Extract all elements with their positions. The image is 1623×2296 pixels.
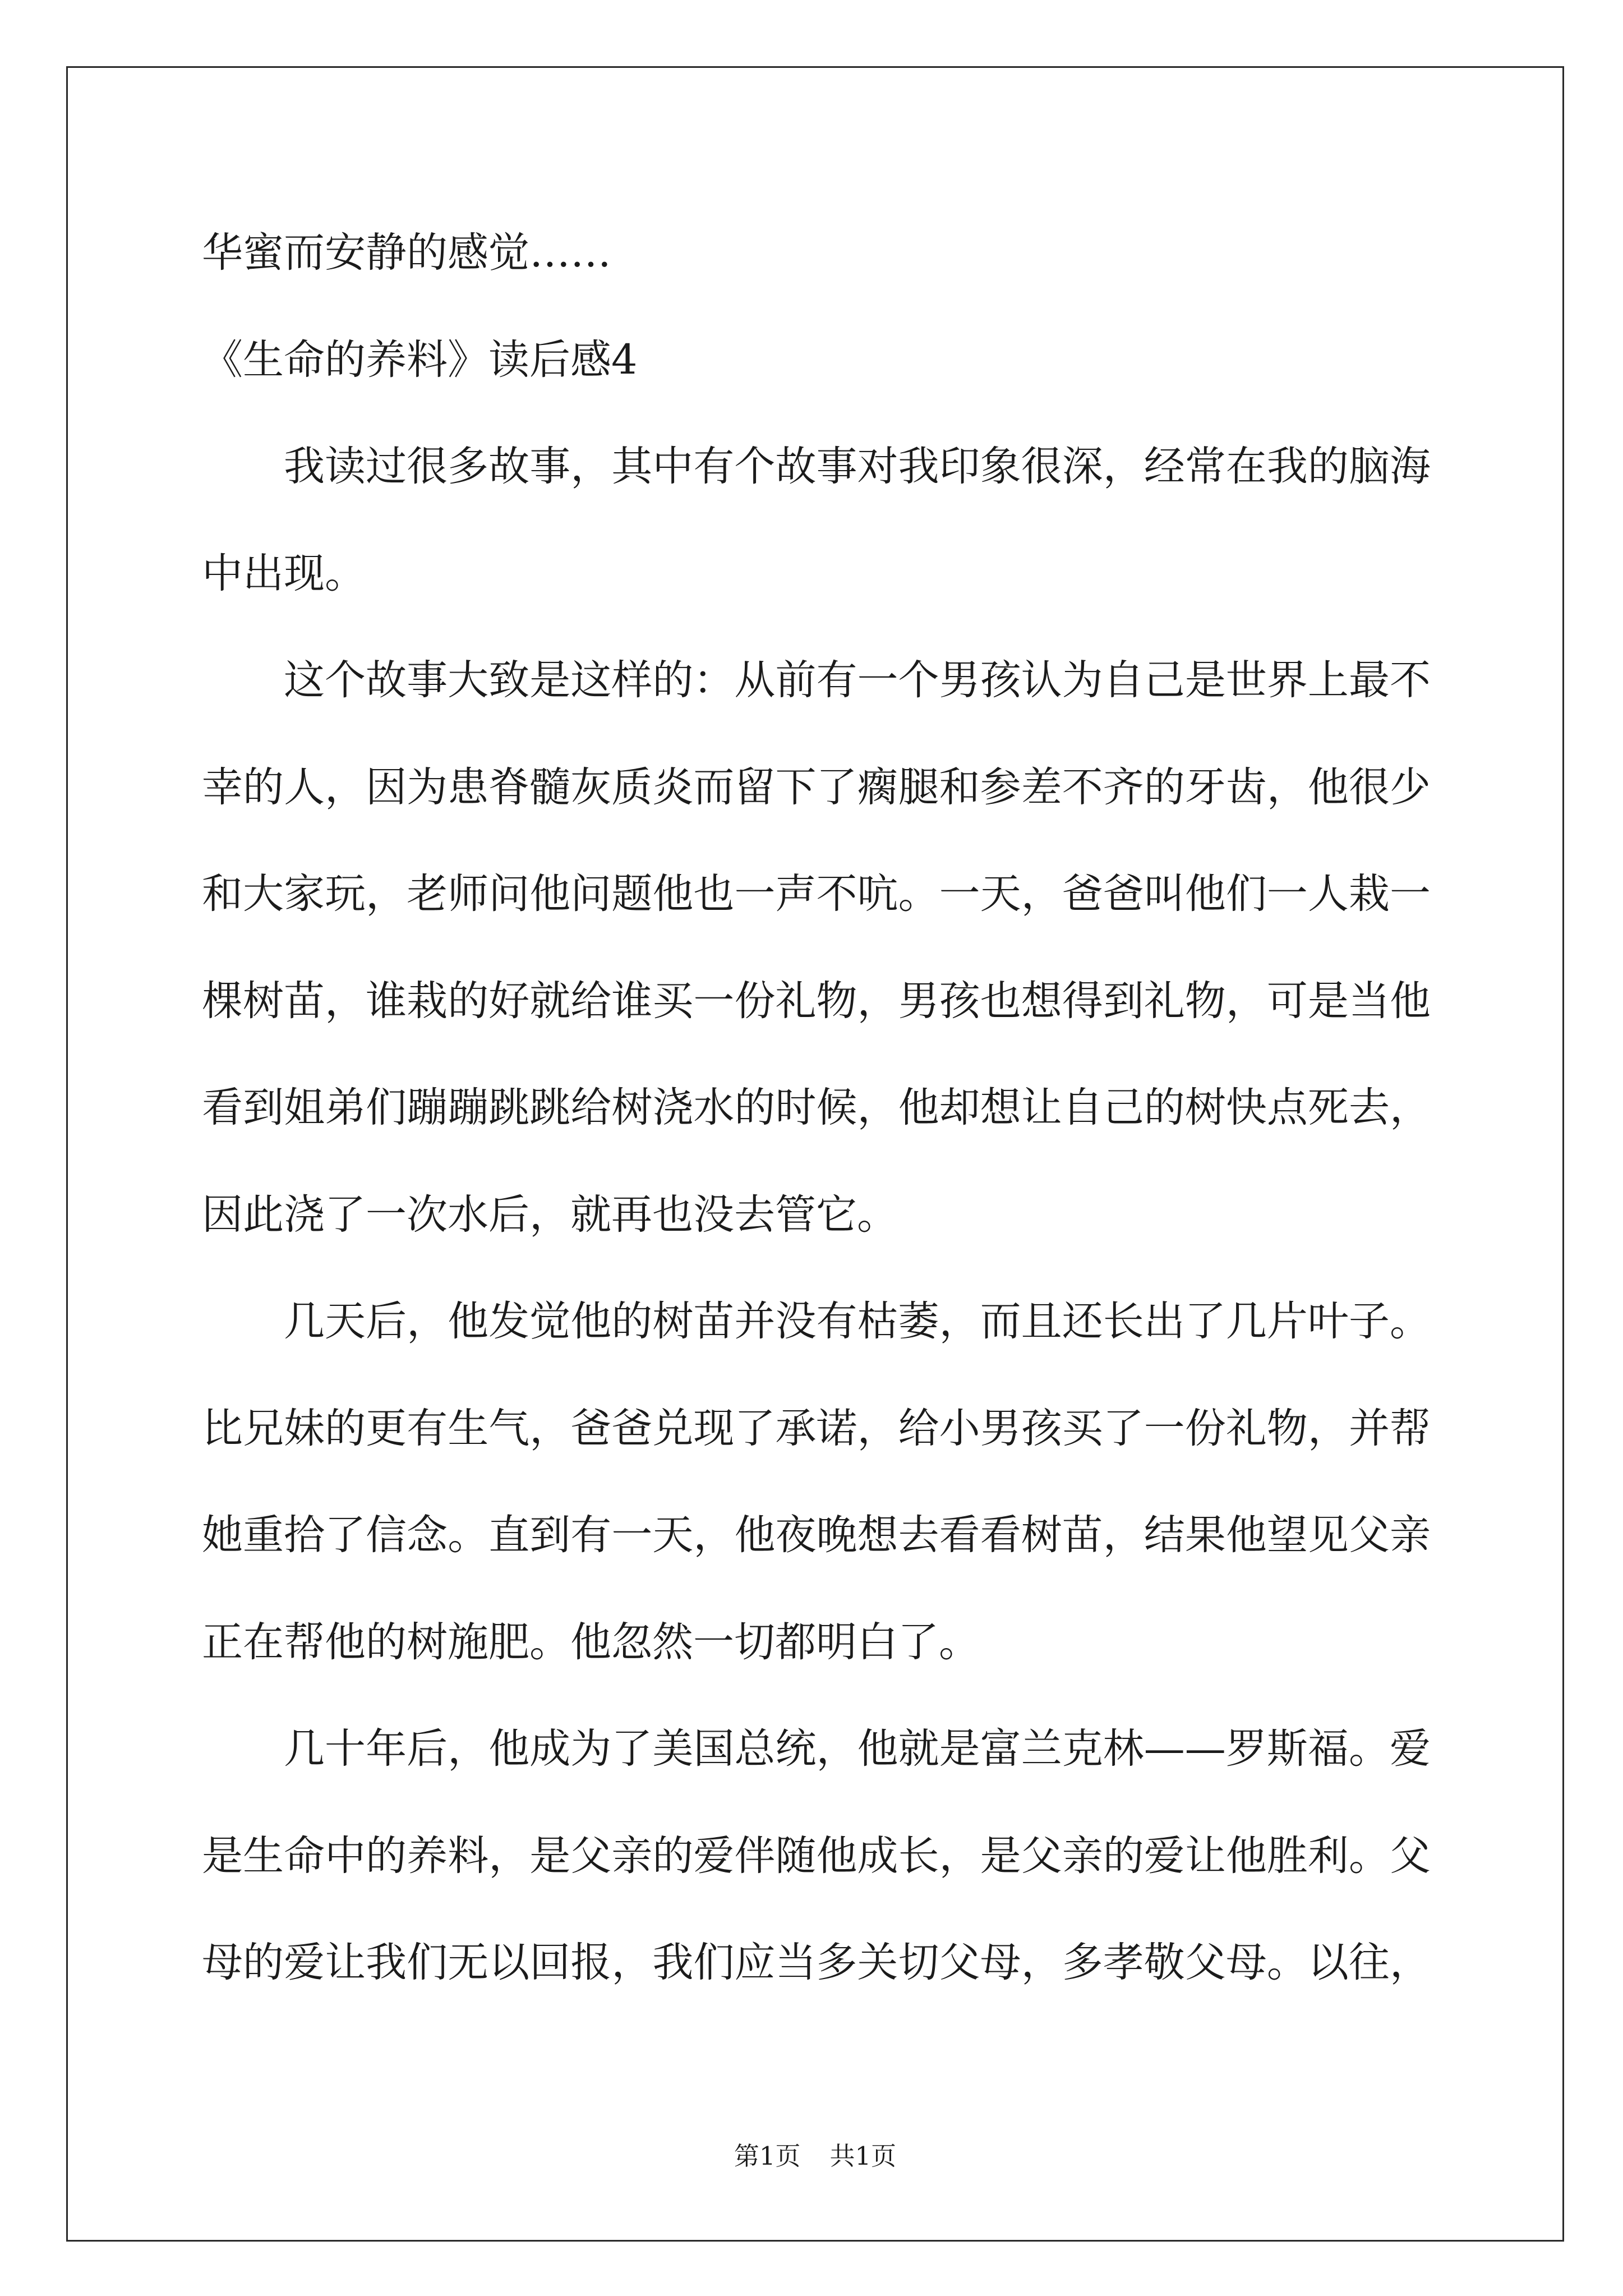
essay-heading: 《生命的养料》读后感4	[202, 335, 638, 384]
paragraph-2-line-4: 棵树苗，谁栽的好就给谁买一份礼物，男孩也想得到礼物，可是当他	[202, 977, 1431, 1025]
paragraph-2-line-2: 幸的人，因为患脊髓灰质炎而留下了瘸腿和参差不齐的牙齿，他很少	[202, 763, 1431, 811]
continuation-line: 华蜜而安静的感觉……	[202, 229, 611, 277]
document-body	[202, 200, 1431, 2017]
paragraph-2-line-3: 和大家玩，老师问他问题他也一声不吭。一天，爸爸叫他们一人栽一	[202, 870, 1431, 918]
paragraph-4-line-3: 母的爱让我们无以回报，我们应当多关切父母，多孝敬父母。以往，	[202, 1939, 1431, 1986]
paragraph-1-line-2: 中出现。	[202, 549, 366, 597]
paragraph-3-line-2: 比兄妹的更有生气，爸爸兑现了承诺，给小男孩买了一份礼物，并帮	[202, 1404, 1431, 1452]
page-number: 第1页	[734, 2141, 801, 2171]
paragraph-4-line-1: 几十年后，他成为了美国总统，他就是富兰克林——罗斯福。爱	[284, 1725, 1431, 1773]
paragraph-1-line-1: 我读过很多故事，其中有个故事对我印象很深，经常在我的脑海	[284, 443, 1431, 490]
page-total: 共1页	[829, 2141, 897, 2171]
paragraph-3-line-3: 她重拾了信念。直到有一天，他夜晚想去看看树苗，结果他望见父亲	[202, 1511, 1431, 1559]
paragraph-2-line-5: 看到姐弟们蹦蹦跳跳给树浇水的时候，他却想让自己的树快点死去，	[202, 1084, 1431, 1131]
paragraph-3-line-4: 正在帮他的树施肥。他忽然一切都明白了。	[202, 1618, 980, 1666]
paragraph-4	[202, 1696, 1431, 2017]
paragraph-3-line-1: 几天后，他发觉他的树苗并没有枯萎，而且还长出了几片叶子。	[284, 1297, 1431, 1345]
paragraph-4-line-2: 是生命中的养料，是父亲的爱伴随他成长，是父亲的爱让他胜利。父	[202, 1832, 1431, 1880]
paragraph-1	[202, 413, 1431, 627]
paragraph-2-line-1: 这个故事大致是这样的：从前有一个男孩认为自己是世界上最不	[284, 656, 1431, 704]
page-footer	[66, 2139, 1564, 2173]
paragraph-3	[202, 1268, 1431, 1696]
paragraph-2	[202, 627, 1431, 1268]
paragraph-2-line-6: 因此浇了一次水后，就再也没去管它。	[202, 1190, 898, 1239]
